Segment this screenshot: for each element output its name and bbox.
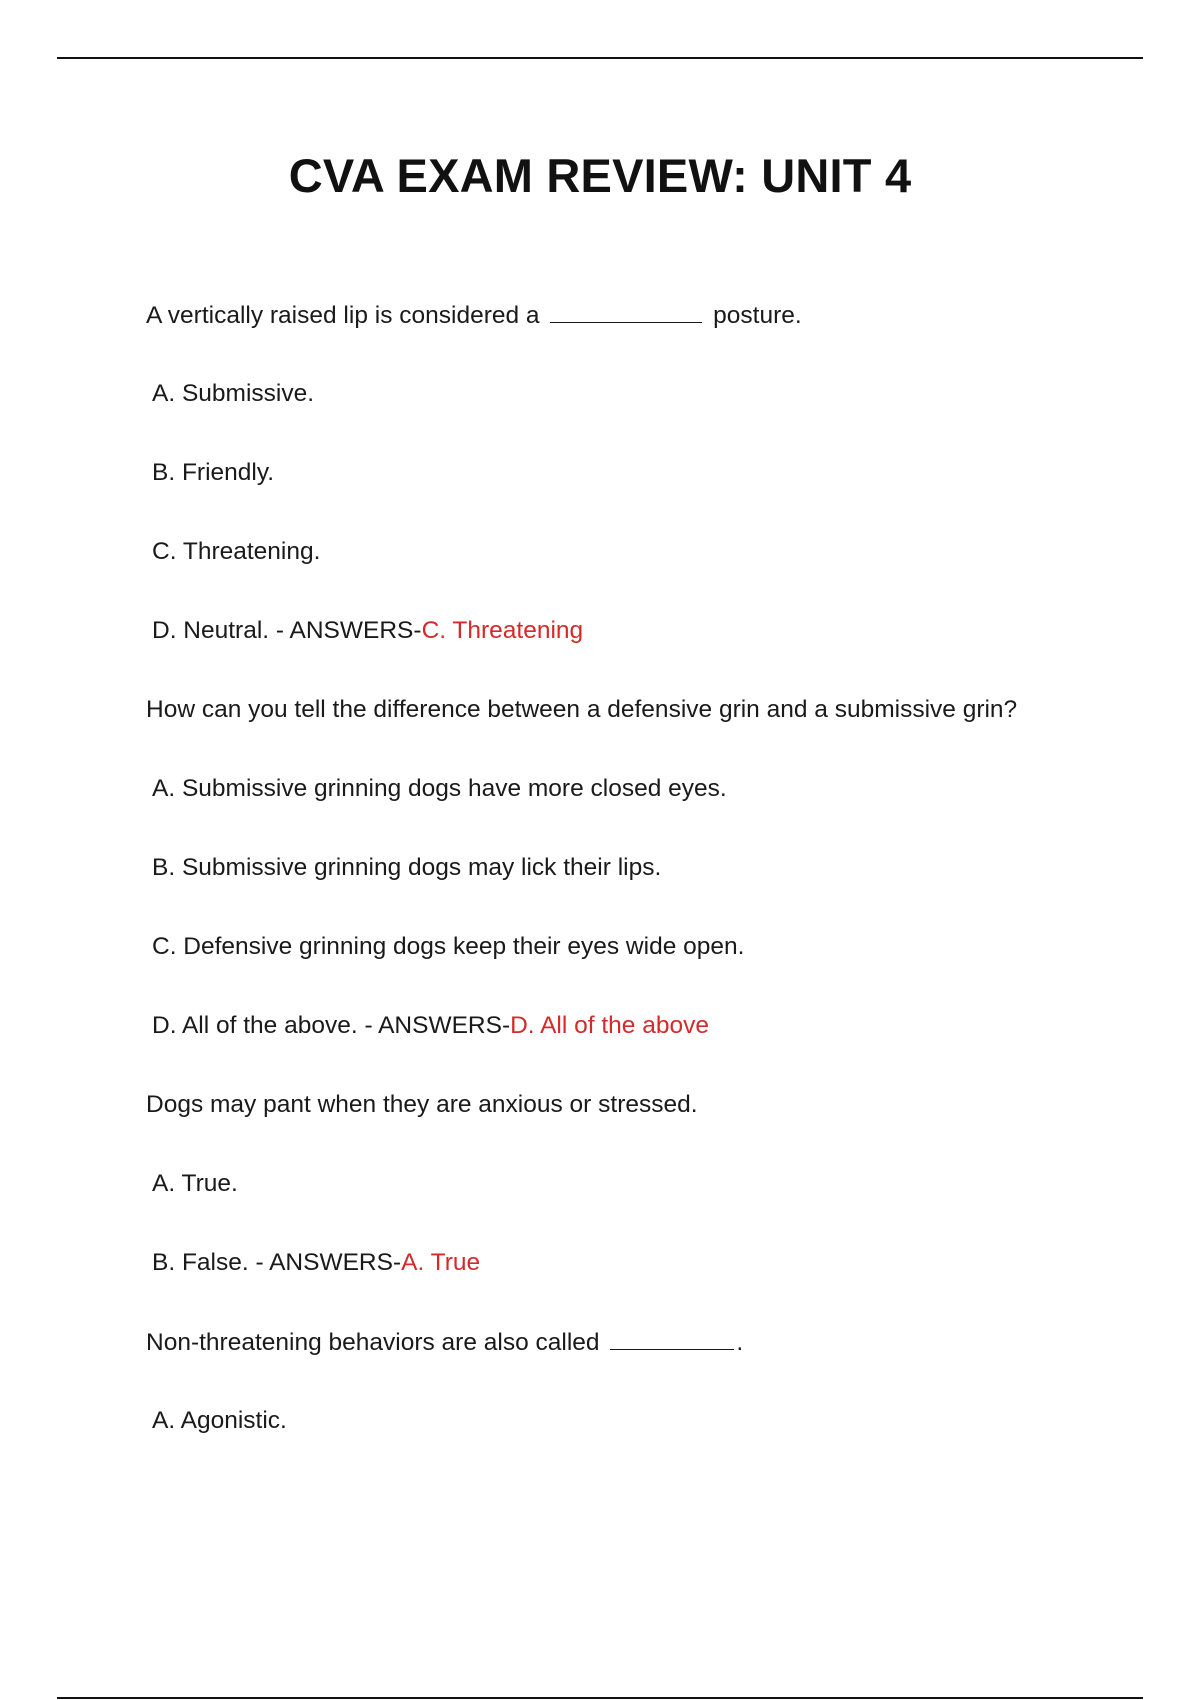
question-1-option-d <box>146 616 1146 695</box>
prompt-text: . <box>736 1329 744 1356</box>
document-title: CVA EXAM REVIEW: UNIT 4 <box>288 149 912 202</box>
footer-rule <box>57 1697 1143 1699</box>
question-2-prompt: How can you tell the difference between a defensive grin and a submissive grin? <box>146 696 1018 723</box>
question-1-option-c: C. Threatening. <box>152 538 321 565</box>
prompt-text: A vertically raised lip is considered a <box>146 302 540 329</box>
question-3-prompt: Dogs may pant when they are anxious or stressed. <box>146 1091 698 1118</box>
question-3-option-b <box>146 1248 1146 1327</box>
fill-in-blank <box>610 1327 734 1350</box>
answer-text: C. Threatening <box>421 617 584 644</box>
question-1-option-a: A. Submissive. <box>152 380 315 407</box>
answer-text: A. True <box>401 1249 481 1276</box>
question-1-option-b: B. Friendly. <box>152 459 275 486</box>
prompt-text: Non-threatening behaviors are also called <box>146 1329 600 1356</box>
question-4-prompt <box>146 1327 1146 1406</box>
question-4-option-a: A. Agonistic. <box>152 1407 287 1434</box>
header-rule <box>57 57 1143 59</box>
fill-in-blank <box>550 300 702 323</box>
option-text: B. False. - ANSWERS- <box>152 1249 402 1276</box>
question-2-option-c: C. Defensive grinning dogs keep their eyes wide open. <box>152 933 745 960</box>
question-list <box>146 300 1146 1485</box>
question-1-prompt <box>146 300 1146 379</box>
question-2-option-a: A. Submissive grinning dogs have more closed eyes. <box>152 775 727 802</box>
option-text: D. All of the above. - ANSWERS- <box>152 1012 511 1039</box>
question-2-option-d <box>146 1011 1146 1090</box>
answer-text: D. All of the above <box>510 1012 709 1039</box>
question-2-option-b: B. Submissive grinning dogs may lick their lips. <box>152 854 662 881</box>
question-3-option-a: A. True. <box>152 1170 238 1197</box>
option-text: D. Neutral. - ANSWERS- <box>152 617 422 644</box>
prompt-text: posture. <box>713 302 802 329</box>
